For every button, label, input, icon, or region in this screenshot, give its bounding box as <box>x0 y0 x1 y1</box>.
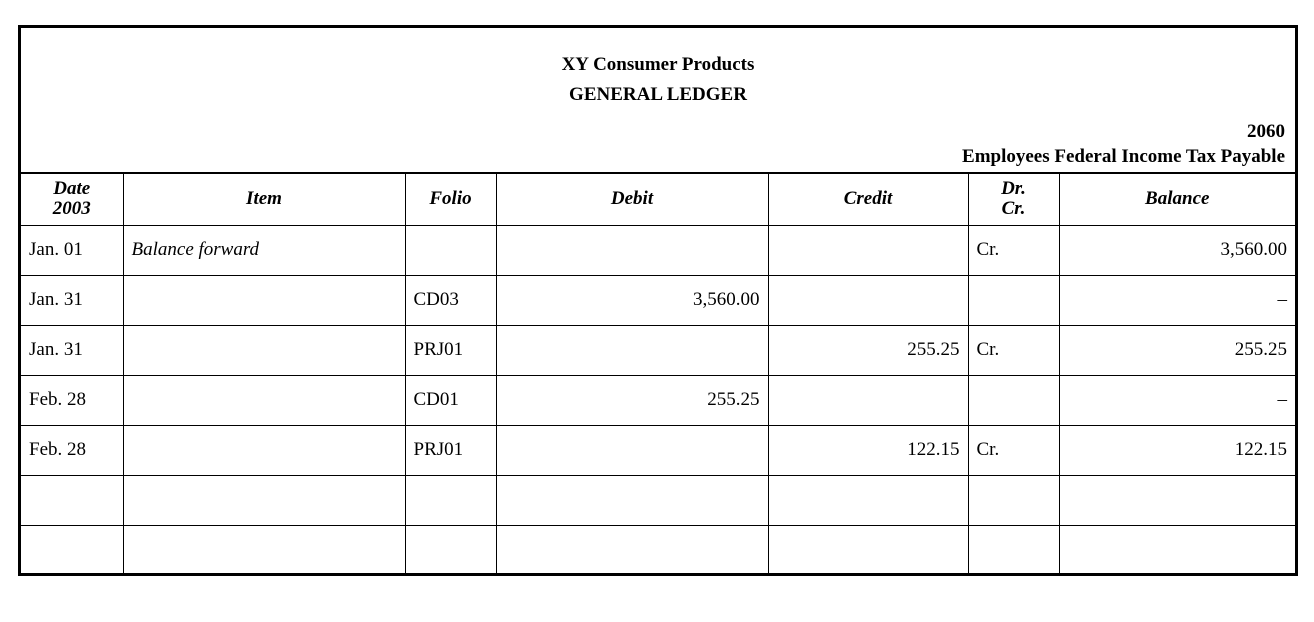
cell-folio <box>405 525 496 575</box>
ledger-header <box>21 28 1295 172</box>
cell-debit <box>496 425 768 475</box>
cell-folio: CD01 <box>405 375 496 425</box>
cell-drcr <box>968 375 1059 425</box>
cell-folio: PRJ01 <box>405 425 496 475</box>
cell-item <box>123 375 405 425</box>
cell-balance: 3,560.00 <box>1059 225 1295 275</box>
date-header-year: 2003 <box>52 198 91 220</box>
table-row <box>21 375 1295 425</box>
ledger-form <box>18 25 1298 576</box>
cell-date <box>21 475 123 525</box>
table-row <box>21 275 1295 325</box>
cell-drcr: Cr. <box>968 425 1059 475</box>
cell-item <box>123 275 405 325</box>
cell-credit <box>768 275 968 325</box>
cell-credit <box>768 225 968 275</box>
cell-folio <box>405 475 496 525</box>
cell-debit <box>496 475 768 525</box>
cell-item <box>123 325 405 375</box>
cell-drcr <box>968 475 1059 525</box>
ledger-table <box>21 172 1295 575</box>
column-header-drcr <box>968 173 1059 225</box>
cell-balance: – <box>1059 275 1295 325</box>
cell-date: Feb. 28 <box>21 425 123 475</box>
table-row <box>21 325 1295 375</box>
column-header-item: Item <box>123 173 405 225</box>
cell-item <box>123 425 405 475</box>
cell-balance: 122.15 <box>1059 425 1295 475</box>
cell-drcr: Cr. <box>968 225 1059 275</box>
cell-drcr: Cr. <box>968 325 1059 375</box>
table-row <box>21 475 1295 525</box>
account-number: 2060 <box>1247 121 1285 142</box>
cell-debit: 3,560.00 <box>496 275 768 325</box>
cell-balance: – <box>1059 375 1295 425</box>
cell-item <box>123 475 405 525</box>
cell-credit <box>768 475 968 525</box>
cell-credit: 255.25 <box>768 325 968 375</box>
table-row <box>21 525 1295 575</box>
ledger-title: GENERAL LEDGER <box>569 84 747 105</box>
cell-debit: 255.25 <box>496 375 768 425</box>
date-header-label: Date <box>53 178 91 200</box>
cell-date: Jan. 01 <box>21 225 123 275</box>
cell-item <box>123 525 405 575</box>
table-header-row <box>21 173 1295 225</box>
cell-item: Balance forward <box>123 225 405 275</box>
column-header-folio: Folio <box>405 173 496 225</box>
column-header-date <box>21 173 123 225</box>
cell-debit <box>496 525 768 575</box>
cell-folio: CD03 <box>405 275 496 325</box>
column-header-balance: Balance <box>1059 173 1295 225</box>
drcr-header-cr: Cr. <box>1001 198 1026 220</box>
cell-balance <box>1059 525 1295 575</box>
cell-credit: 122.15 <box>768 425 968 475</box>
cell-drcr <box>968 275 1059 325</box>
cell-credit <box>768 525 968 575</box>
cell-date: Feb. 28 <box>21 375 123 425</box>
cell-balance: 255.25 <box>1059 325 1295 375</box>
drcr-header-dr: Dr. <box>1001 178 1026 200</box>
cell-debit <box>496 325 768 375</box>
cell-credit <box>768 375 968 425</box>
cell-date: Jan. 31 <box>21 325 123 375</box>
column-header-credit: Credit <box>768 173 968 225</box>
company-name: XY Consumer Products <box>561 54 755 75</box>
cell-folio <box>405 225 496 275</box>
cell-folio: PRJ01 <box>405 325 496 375</box>
cell-date: Jan. 31 <box>21 275 123 325</box>
account-name: Employees Federal Income Tax Payable <box>962 146 1285 167</box>
table-row <box>21 425 1295 475</box>
cell-debit <box>496 225 768 275</box>
cell-balance <box>1059 475 1295 525</box>
column-header-debit: Debit <box>496 173 768 225</box>
cell-drcr <box>968 525 1059 575</box>
cell-date <box>21 525 123 575</box>
table-row <box>21 225 1295 275</box>
